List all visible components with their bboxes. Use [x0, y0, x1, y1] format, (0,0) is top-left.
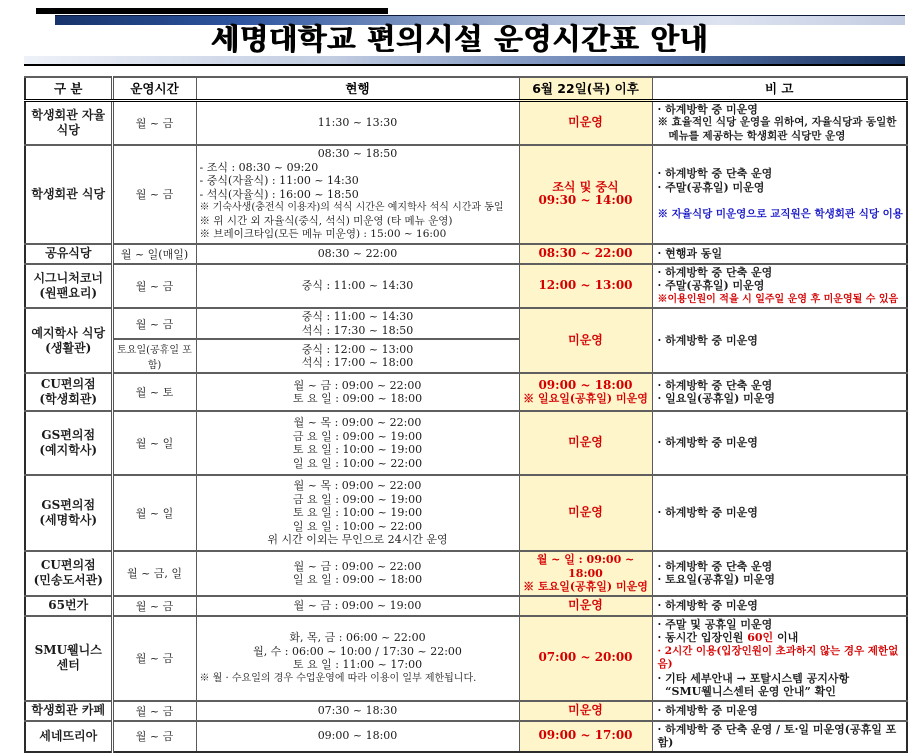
header-current: 현행 [196, 77, 519, 100]
current-hours-line: ※ 월 · 수요일의 경우 수업운영에 따라 이용이 일부 제한됩니다. [199, 672, 477, 684]
current-hours-line: 일 요 일 : 10:00 ~ 22:00 [292, 456, 423, 470]
after-hours-line: 12:00 ~ 13:00 [538, 278, 633, 292]
after-hours-line: ※ 일요일(공휴일) 미운영 [523, 392, 648, 405]
header-after-date: 6월 22일(목) 이후 [519, 77, 652, 100]
current-hours-line: - 석식(자율식) : 16:00 ~ 18:50 [199, 187, 359, 201]
table-row-yeji-dorm-cafeteria-weekday [25, 308, 907, 339]
after-hours-line: 09:30 ~ 14:00 [538, 193, 633, 208]
current-hours-line: ※ 브레이크타임(모든 메뉴 미운영) : 15:00 ~ 16:00 [199, 228, 447, 240]
current-hours-line: 금 요 일 : 09:00 ~ 19:00 [292, 429, 423, 443]
cell-after-hours [519, 701, 652, 721]
cell-notes [652, 701, 907, 721]
cell-days: 월 ~ 금 [112, 701, 196, 721]
current-hours-line: 일 요 일 : 10:00 ~ 22:00 [292, 519, 423, 533]
after-hours-line: 미운영 [568, 332, 603, 347]
current-hours-line: 토 요 일 : 10:00 ~ 19:00 [292, 506, 423, 520]
cell-days: 토요일(공휴일 포함) [112, 339, 196, 373]
current-hours-line: - 중식(자율식) : 11:00 ~ 14:30 [199, 174, 359, 187]
cell-after-hours [519, 721, 652, 752]
cell-days: 월 ~ 금, 일 [112, 551, 196, 596]
cell-name [25, 308, 112, 373]
after-hours-line: 미운영 [568, 702, 603, 717]
cell-current-hours [196, 100, 519, 145]
cell-name [25, 244, 112, 264]
note-line: · 하계방학 중 미운영 [657, 333, 758, 347]
current-hours-line: - 조식 : 08:30 ~ 09:20 [199, 160, 319, 174]
facility-name-line: 공유식당 [45, 246, 92, 260]
cell-name [25, 475, 112, 551]
after-hours-line: 미운영 [568, 435, 603, 450]
cell-days: 월 ~ 일 [112, 475, 196, 551]
facility-name-line: (민송도서관) [33, 573, 103, 588]
facility-name-line: GS편의점 [41, 498, 96, 512]
cell-after-hours [519, 100, 652, 145]
current-hours-line: 월 ~ 금 : 09:00 ~ 19:00 [293, 598, 422, 612]
note-line [658, 194, 904, 208]
header-category: 구 분 [25, 77, 112, 100]
cell-name [25, 411, 112, 475]
hours-table [24, 76, 908, 753]
cell-current-hours [196, 339, 519, 373]
cell-current-hours [196, 475, 519, 551]
note-line: 메뉴를 제공하는 학생회관 식당만 운영 [657, 129, 846, 142]
current-hours-line: 월 ~ 목 : 09:00 ~ 22:00 [293, 479, 422, 493]
current-hours-line: 월 ~ 금 : 09:00 ~ 22:00 [293, 378, 422, 392]
cell-days: 월 ~ 금 [112, 721, 196, 752]
current-hours-line: 위 시간 이외는 무인으로 24시간 운영 [267, 533, 448, 547]
header-hours: 운영시간 [112, 77, 196, 100]
facility-name-line: 65번가 [48, 598, 89, 612]
page-title: 세명대학교 편의시설 운영시간표 안내 [211, 22, 709, 56]
cell-notes [652, 264, 907, 309]
note-line [658, 631, 904, 645]
cell-days: 월 ~ 금 [112, 264, 196, 309]
cell-name [25, 264, 112, 309]
cell-after-hours [519, 616, 652, 701]
cell-notes [652, 411, 907, 475]
note-line: ※ 자율식당 미운영으로 교직원은 학생회관 식당 이용 [657, 207, 903, 220]
text-segment: 60인 [747, 631, 774, 644]
cell-notes [652, 596, 907, 616]
cell-after-hours [519, 373, 652, 411]
cell-days: 월 ~ 일(매일) [112, 244, 196, 264]
table-row-cu-library [25, 551, 907, 596]
facility-name-line: GS편의점 [41, 428, 96, 442]
after-hours-line: 미운영 [568, 115, 603, 129]
current-hours-line: 토 요 일 : 09:00 ~ 18:00 [292, 392, 423, 405]
note-line: · 하계방학 중 단축 운영 [657, 559, 773, 573]
current-hours-line: 일 요 일 : 09:00 ~ 18:00 [292, 573, 423, 587]
cell-days: 월 ~ 금 [112, 308, 196, 339]
cell-notes [652, 373, 907, 411]
note-line: · 하계방학 중 미운영 [657, 598, 758, 612]
text-segment: 이내 [773, 631, 799, 644]
current-hours-line: 월 ~ 목 : 09:00 ~ 22:00 [293, 416, 422, 429]
current-hours-line: 08:30 ~ 18:50 [317, 147, 398, 160]
header-notes: 비 고 [652, 77, 907, 100]
current-hours-line: 화, 목, 금 : 06:00 ~ 22:00 [289, 631, 426, 644]
table-row-student-hall-cafeteria [25, 145, 907, 244]
cell-after-hours [519, 264, 652, 309]
note-line: ※이용인원이 적을 시 일주일 운영 후 미운영될 수 있음 [657, 293, 899, 305]
cell-current-hours [196, 701, 519, 721]
note-line: · 현행과 동일 [657, 246, 723, 260]
table-row-gs-yeji [25, 411, 907, 475]
after-hours-line: 미운영 [568, 505, 603, 520]
top-black-strip [36, 8, 388, 14]
cell-current-hours [196, 411, 519, 475]
facility-name-line: 학생회관 자율식당 [31, 107, 106, 137]
cell-notes [652, 551, 907, 596]
note-line: “SMU웰니스센터 운영 안내” 확인 [657, 685, 836, 698]
title-gradient-bar-bottom [24, 56, 905, 66]
note-line: · 하계방학 중 단축 운영 [657, 265, 773, 279]
table-row-student-hall-cafe [25, 701, 907, 721]
current-hours-line: 09:00 ~ 18:00 [317, 729, 398, 743]
facility-name-line: (학생회관) [39, 392, 98, 406]
cell-after-hours [519, 244, 652, 264]
after-hours-line: 월 ~ 일 : 09:00 ~ 18:00 [536, 553, 639, 580]
cell-notes [652, 100, 907, 145]
cell-current-hours [196, 721, 519, 752]
note-line: ※ 효율적인 식당 운영을 위하여, 자율식당과 동일한 [657, 116, 897, 128]
cell-after-hours [519, 551, 652, 596]
cell-current-hours [196, 616, 519, 701]
cell-days: 월 ~ 일 [112, 411, 196, 475]
cell-notes [652, 308, 907, 373]
table-row-gs-semyung [25, 475, 907, 551]
note-line: · 일요일(공휴일) 미운영 [657, 392, 776, 405]
cell-notes [652, 244, 907, 264]
table-row-shared-cafeteria [25, 244, 907, 264]
current-hours-line: 월, 수 : 06:00 ~ 10:00 / 17:30 ~ 22:00 [253, 644, 462, 658]
cell-name [25, 616, 112, 701]
facility-name-line: 학생회관 식당 [31, 186, 106, 201]
current-hours-line: 금 요 일 : 09:00 ~ 19:00 [292, 492, 423, 506]
cell-notes [652, 475, 907, 551]
cell-current-hours [196, 596, 519, 616]
current-hours-line: ※ 위 시간 외 자율식(중식, 석식) 미운영 (타 메뉴 운영) [199, 214, 453, 227]
table-row-smu-wellness-center [25, 616, 907, 701]
current-hours-line: 토 요 일 : 11:00 ~ 17:00 [292, 658, 423, 671]
note-line: · 주말(공휴일) 미운영 [657, 279, 765, 292]
note-line: · 주말 및 공휴일 미운영 [657, 617, 773, 631]
after-hours-line: 미운영 [568, 597, 603, 612]
note-line: · 토요일(공휴일) 미운영 [657, 573, 776, 587]
cell-current-hours [196, 551, 519, 596]
cell-current-hours [196, 308, 519, 339]
cell-name [25, 100, 112, 145]
facility-name-line: (예지학사) [39, 443, 98, 457]
cell-days: 월 ~ 금 [112, 100, 196, 145]
current-hours-line: 토 요 일 : 10:00 ~ 19:00 [292, 443, 423, 456]
cell-name [25, 596, 112, 616]
cell-notes [652, 145, 907, 244]
cell-name [25, 373, 112, 411]
cell-name [25, 701, 112, 721]
cell-after-hours [519, 475, 652, 551]
note-line: · 하계방학 중 미운영 [657, 102, 758, 116]
cell-days: 월 ~ 금 [112, 616, 196, 701]
current-hours-line: 08:30 ~ 22:00 [317, 246, 398, 260]
cell-after-hours [519, 145, 652, 244]
note-line: · 하계방학 중 미운영 [657, 703, 758, 717]
facility-name-line: (세명학사) [39, 513, 98, 527]
note-line: · 기타 세부안내 → 포탈시스템 공지사항 [657, 671, 850, 685]
cell-after-hours [519, 308, 652, 373]
cell-notes [652, 616, 907, 701]
facility-name-line: 학생회관 카페 [31, 703, 106, 717]
current-hours-line: 중식 : 11:00 ~ 14:30 [301, 310, 414, 323]
current-hours-line: 석식 : 17:30 ~ 18:50 [301, 323, 414, 337]
cell-current-hours [196, 244, 519, 264]
table-row-cu-student-hall [25, 373, 907, 411]
current-hours-line: 중식 : 12:00 ~ 13:00 [301, 342, 414, 356]
cell-days: 월 ~ 토 [112, 373, 196, 411]
note-line: · 하계방학 중 미운영 [657, 506, 758, 520]
current-hours-line: 석식 : 17:00 ~ 18:00 [301, 356, 414, 369]
note-line: · 주말(공휴일) 미운영 [657, 180, 765, 194]
after-hours-line: 08:30 ~ 22:00 [538, 245, 633, 260]
header-row [25, 77, 907, 100]
cell-after-hours [519, 411, 652, 475]
note-line: · 2시간 이용(입장인원이 초과하지 않는 경우 제한없음) [657, 644, 899, 670]
cell-days: 월 ~ 금 [112, 596, 196, 616]
facility-name-line: CU편의점 [40, 558, 96, 573]
table-row-65th-street [25, 596, 907, 616]
after-hours-line: 07:00 ~ 20:00 [538, 650, 633, 665]
table-row-student-hall-self-cafeteria [25, 100, 907, 145]
facility-name-line: (원팬요리) [39, 285, 98, 300]
cell-name [25, 551, 112, 596]
table-row-senetria [25, 721, 907, 752]
note-line: · 하계방학 중 단축 운영 / 토·일 미운영(공휴일 포함) [657, 722, 897, 749]
facility-name-line: 예지학사 식당 [31, 325, 106, 340]
current-hours-line: ※ 기숙사생(충전식 이용자)의 석식 시간은 예지학사 석식 시간과 동일 [199, 202, 504, 213]
after-hours-line: ※ 토요일(공휴일) 미운영 [523, 580, 648, 593]
cell-name [25, 145, 112, 244]
note-line: · 하계방학 중 단축 운영 [657, 378, 773, 392]
after-hours-line: 09:00 ~ 18:00 [538, 377, 633, 392]
current-hours-line: 11:30 ~ 13:30 [317, 116, 398, 129]
facility-name-line: (생활관) [45, 340, 92, 355]
current-hours-line: 중식 : 11:00 ~ 14:30 [301, 279, 414, 292]
cell-after-hours [519, 596, 652, 616]
current-hours-line: 월 ~ 금 : 09:00 ~ 22:00 [293, 559, 422, 573]
facility-name-line: 세네뜨리아 [39, 728, 98, 743]
current-hours-line: 07:30 ~ 18:30 [317, 703, 398, 717]
note-line: · 하계방학 중 미운영 [657, 436, 758, 450]
cell-notes [652, 721, 907, 752]
after-hours-line: 조식 및 중식 [552, 179, 619, 194]
table-row-signature-corner [25, 264, 907, 309]
facility-name-line: CU편의점 [40, 377, 96, 391]
facility-name-line: 시그니처코너 [33, 270, 104, 285]
note-line: · 하계방학 중 단축 운영 [657, 167, 773, 181]
cell-current-hours [196, 145, 519, 244]
cell-current-hours [196, 264, 519, 309]
text-segment: · 동시간 입장인원 [657, 631, 748, 644]
cell-days: 월 ~ 금 [112, 145, 196, 244]
facility-name-line: SMU웰니스센터 [34, 643, 102, 672]
cell-name [25, 721, 112, 752]
after-hours-line: 09:00 ~ 17:00 [538, 728, 633, 743]
cell-current-hours [196, 373, 519, 411]
